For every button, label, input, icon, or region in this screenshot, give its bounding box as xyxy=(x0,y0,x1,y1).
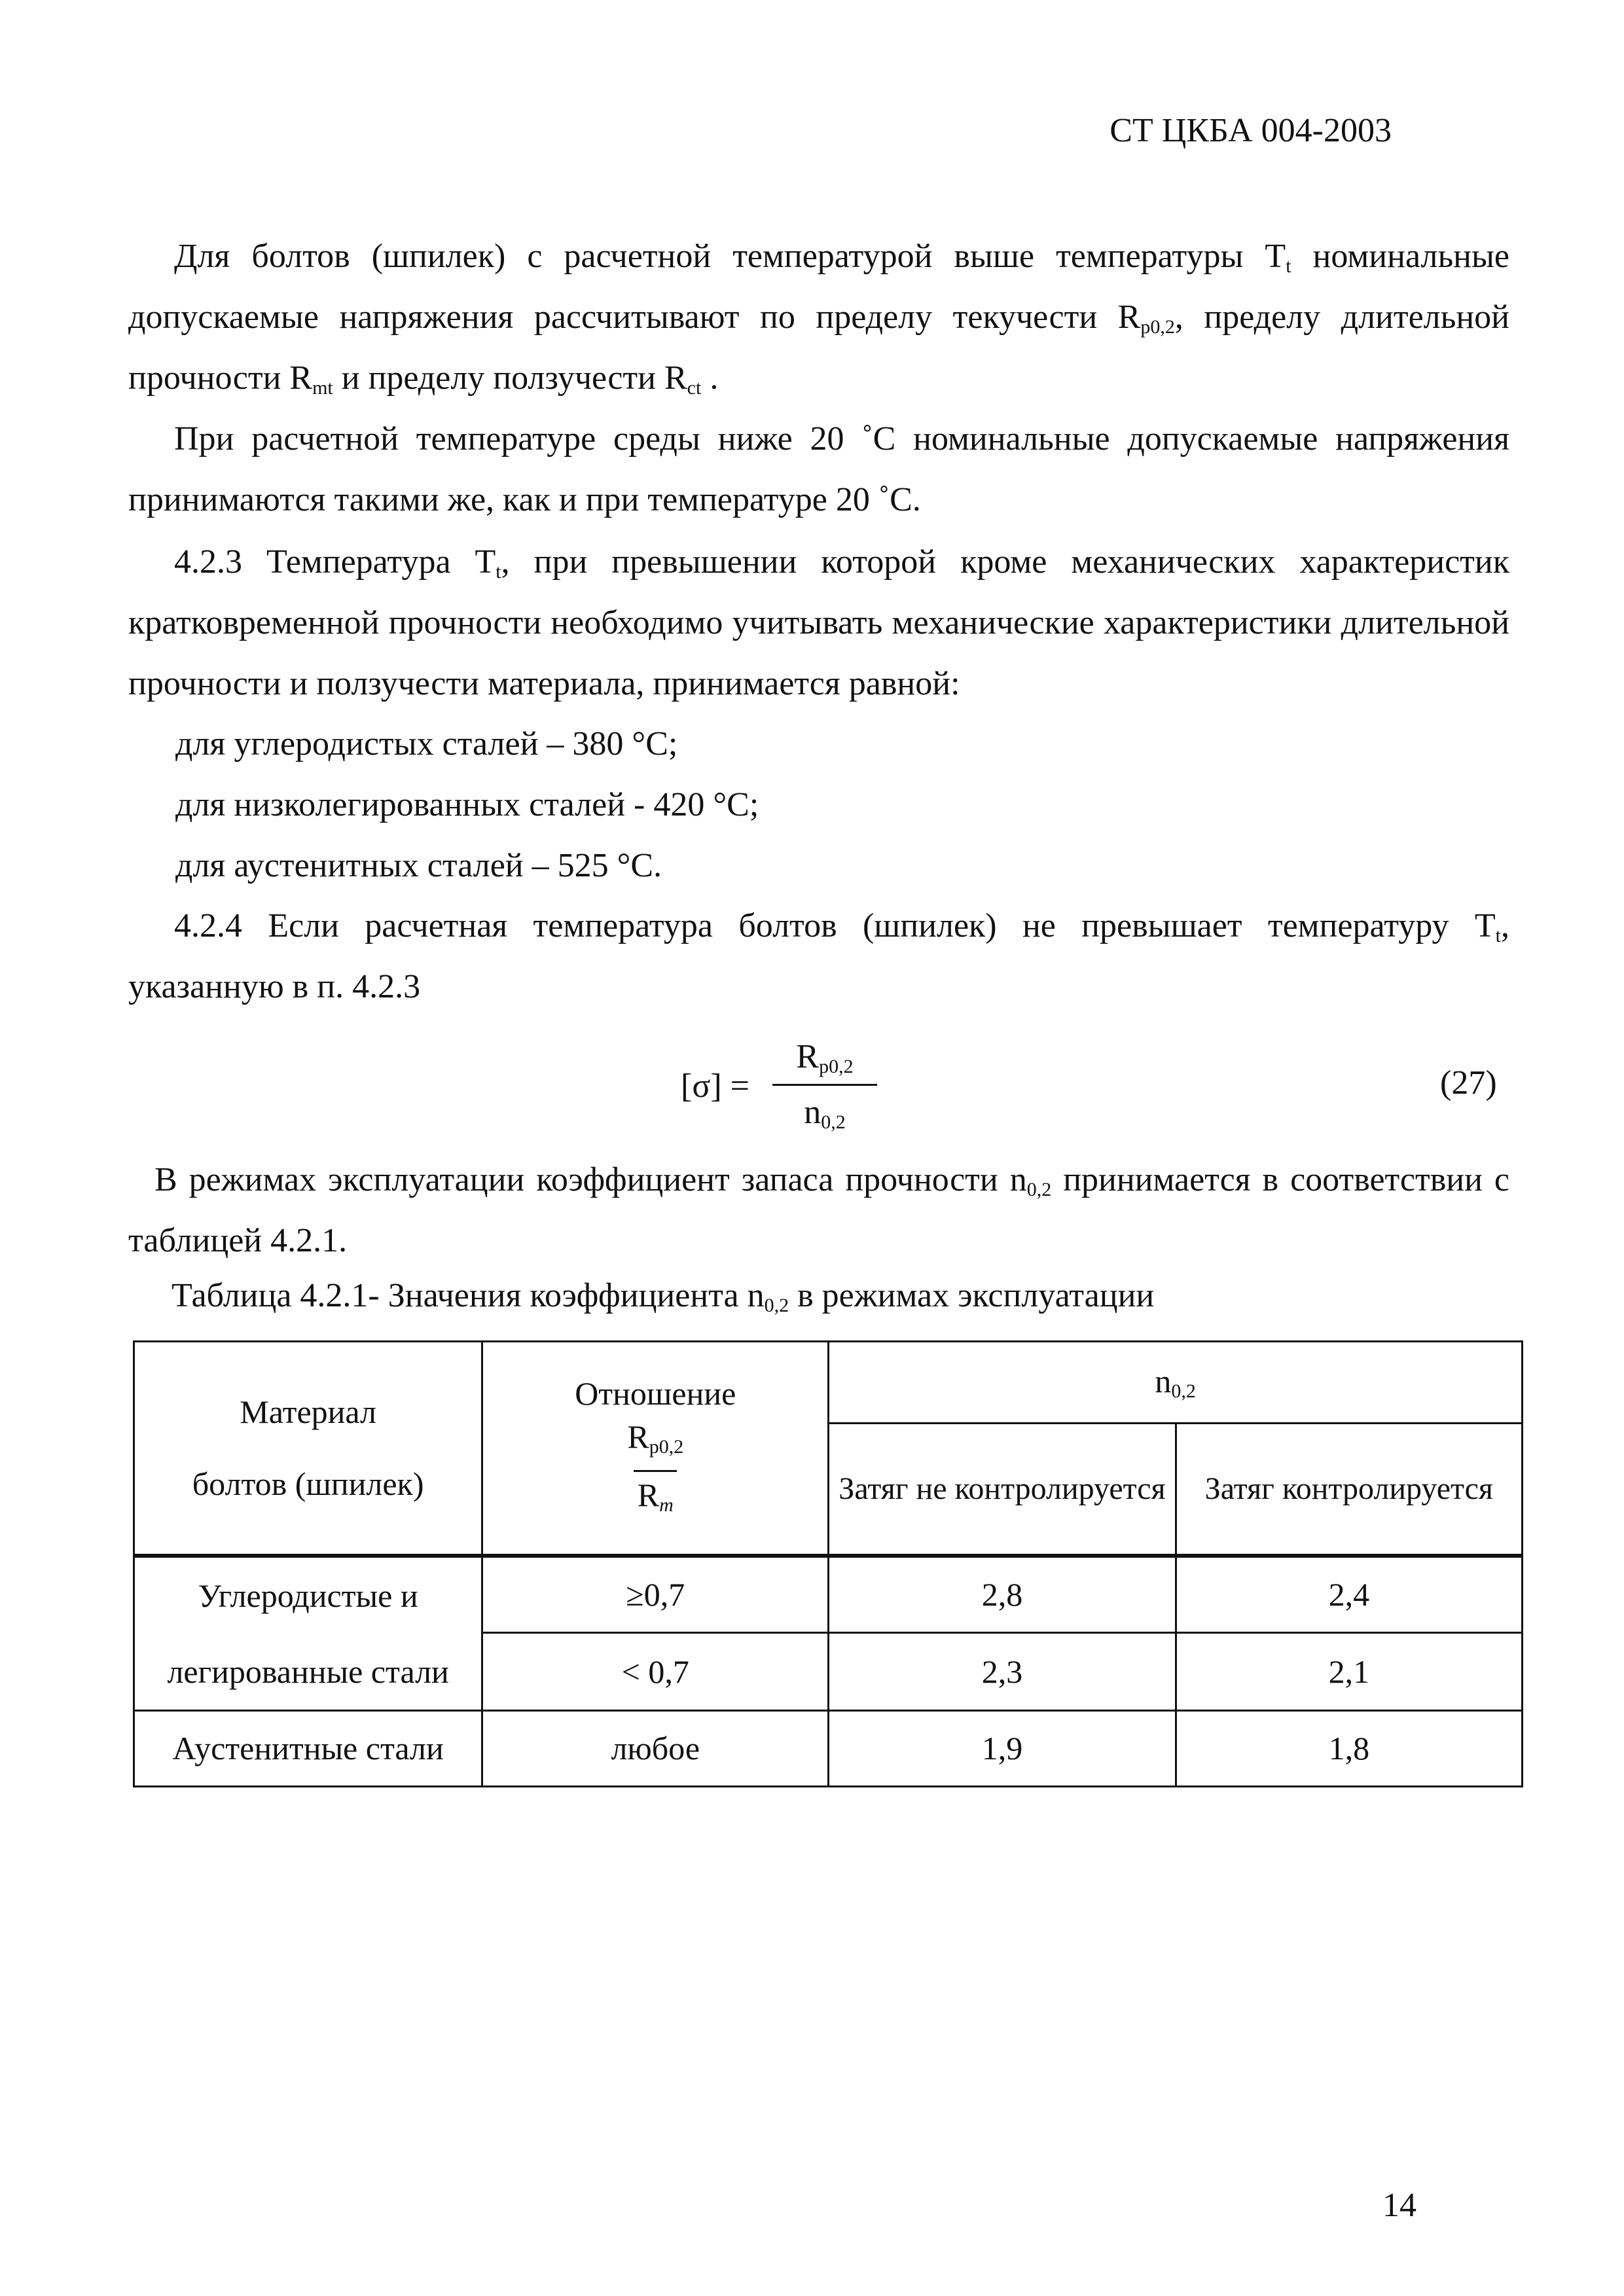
ratio-fraction: $\frac{Rp0,2}{Rm}$ xyxy=(627,1418,684,1516)
equation-number: (27) xyxy=(1440,1064,1497,1102)
cell-ratio: ≥0,7 xyxy=(482,1556,829,1633)
cell-controlled: 2,1 xyxy=(1176,1633,1522,1710)
page-number: 14 xyxy=(1382,2187,1416,2224)
paragraph-4-2-4: 4.2.4 Если расчетная температура болтов (шпилек) не превышает температуру $T_t$, указанную в п. 4.2.3 xyxy=(128,907,1509,1005)
header-material: Материал болтов (шпилек) xyxy=(134,1342,482,1556)
cell-ratio: < 0,7 xyxy=(482,1633,829,1710)
paragraph-safety-factor: В режимах эксплуатации коэффициент запаса прочности $n_{0,2}$ принимается в соответствии с таблицей 4.2.1. xyxy=(128,1161,1509,1259)
list-item: для углеродистых сталей – 380 °С; xyxy=(175,725,678,762)
list-item: для низколегированных сталей - 420 °С; xyxy=(175,786,759,823)
cell-material-austenitic: Аустенитные стали xyxy=(134,1710,482,1786)
header-n02: n0,2 xyxy=(829,1342,1523,1424)
cell-uncontrolled: 1,9 xyxy=(829,1710,1176,1786)
temperature-list xyxy=(175,713,759,896)
formula-lhs: [σ] = xyxy=(681,1067,749,1105)
cell-controlled: 2,4 xyxy=(1176,1556,1522,1633)
paragraph-low-temp: При расчетной температуре среды ниже 20 ˚С номинальные допускаемые напряжения принимаются такими же, как и при температуре 20 ˚С. xyxy=(128,420,1509,518)
header-controlled: Затяг контролируется xyxy=(1176,1424,1522,1556)
list-item: для аустенитных сталей – 525 °С. xyxy=(175,847,662,884)
cell-uncontrolled: 2,3 xyxy=(829,1633,1176,1710)
document-code: СТ ЦКБА 004-2003 xyxy=(1110,112,1392,149)
formula-27 xyxy=(681,1034,877,1139)
cell-ratio: любое xyxy=(482,1710,829,1786)
paragraph-4-2-3: 4.2.3 Температура $T_t$, при превышении которой кроме механических характеристик кратковременной прочности необходимо учитывать механические характеристики длительной прочности и ползучести материала, принимается равной: xyxy=(128,543,1509,702)
fraction-bar xyxy=(772,1084,877,1086)
header-ratio: Отношение $\frac{Rp0,2}{Rm}$ xyxy=(482,1342,829,1556)
table-caption: Таблица 4.2.1- Значения коэффициента $n_{0,2}$ в режимах эксплуатации xyxy=(171,1277,1155,1316)
cell-uncontrolled: 2,8 xyxy=(829,1556,1176,1633)
formula-numerator: $R_{p0,2}$ xyxy=(796,1038,854,1077)
paragraph-bolts-high-temp: Для болтов (шпилек) с расчетной температурой выше температуры $T_t$ номинальные допускаемые напряжения рассчитывают по пределу текучести $R_{p0,2}$, пределу длительной прочности $R_{mt}$ и пределу ползучести $R_{ct}$ . xyxy=(128,238,1509,399)
formula-denominator: $n_{0,2}$ xyxy=(804,1094,846,1133)
formula-fraction xyxy=(772,1034,877,1136)
cell-controlled: 1,8 xyxy=(1176,1710,1522,1786)
coefficient-table xyxy=(133,1340,1523,1787)
header-uncontrolled: Затяг не контролируется xyxy=(829,1424,1176,1556)
cell-material-carbon-alloy: Углеродистые и легированные стали xyxy=(134,1556,482,1711)
